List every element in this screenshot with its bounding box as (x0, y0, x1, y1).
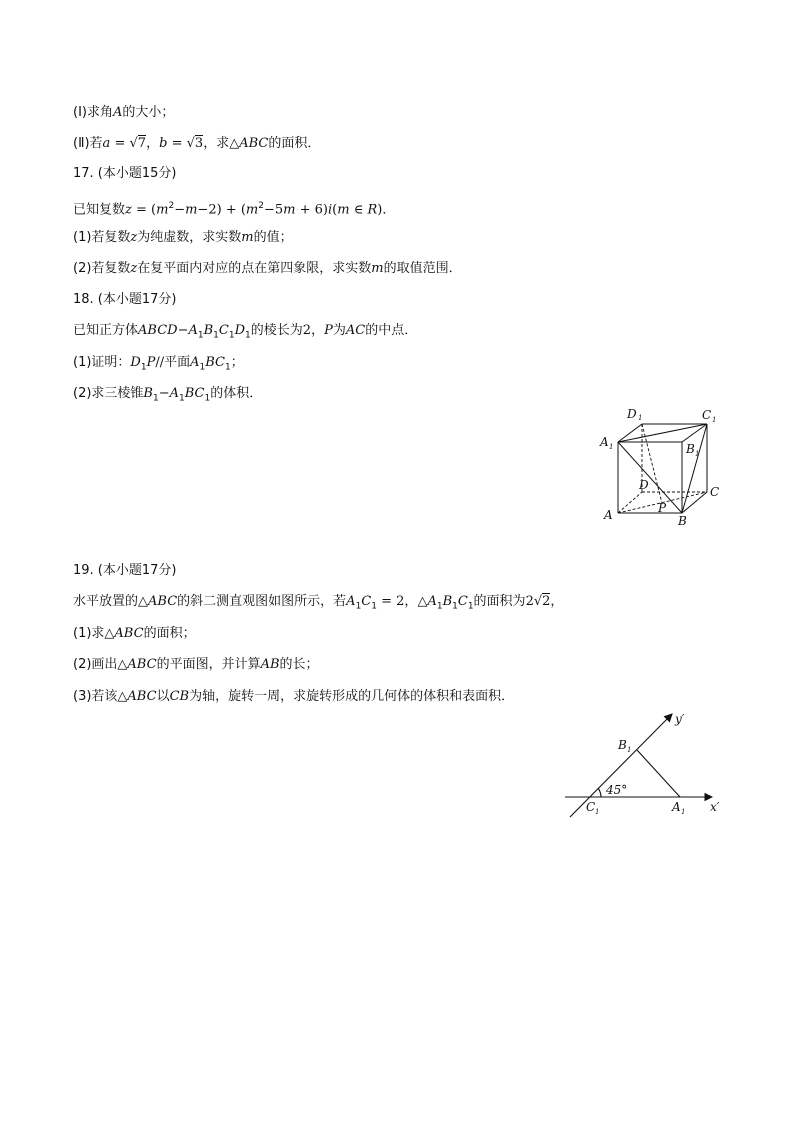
q17-part1: (1)若复数z为纯虚数，求实数m的值； (73, 230, 293, 245)
label-B1-sub: 1 (695, 450, 700, 458)
cube-figure (590, 400, 730, 535)
edge-BC (682, 492, 707, 513)
q17-header: 17. (本小题15分) (73, 166, 177, 181)
q18-part1: (1)证明：$D_1P//$平面$A_1BC_1$； (73, 355, 244, 373)
label-D: D (639, 478, 649, 492)
label-D1: D (627, 407, 637, 421)
label-C1-sub: 1 (595, 808, 600, 816)
label-A1-sub: 1 (609, 443, 614, 451)
label-P: P (658, 501, 667, 515)
label-C1: C (702, 408, 712, 422)
q19-part1: (1)求△ABC的面积； (73, 626, 196, 641)
label-A1: A (600, 435, 609, 449)
q17-stem: 已知复数$z = (m^2-m-2) + (m^2-5m + 6)i(m$ ∈ R)． (73, 201, 396, 218)
label-y-axis: y′ (675, 712, 685, 726)
label-B1: B (618, 738, 627, 752)
label-A1: A (672, 800, 681, 814)
q16-part1: (Ⅰ)求角A的大小； (73, 105, 175, 120)
label-C: C (710, 485, 720, 499)
label-angle: 45° (606, 783, 628, 797)
q16-part2: (Ⅱ)若a = √7，b = √3，求△ABC的面积． (73, 136, 321, 151)
label-D1-sub: 1 (638, 414, 643, 422)
label-C1-sub: 1 (712, 416, 717, 424)
q19-part2: (2)画出△ABC的平面图，并计算AB的长； (73, 657, 319, 672)
angle-arc (598, 788, 601, 797)
label-x-axis: x′ (710, 800, 720, 814)
q17-part2: (2)若复数z在复平面内对应的点在第四象限，求实数m的取值范围． (73, 261, 462, 276)
oblique-figure (560, 705, 730, 823)
label-A1-sub: 1 (681, 808, 686, 816)
label-B: B (678, 514, 687, 528)
q19-header: 19. (本小题17分) (73, 563, 177, 578)
q18-part2: (2)求三棱锥$B_1-A_1BC_1$的体积． (73, 386, 263, 404)
edge-A1B (618, 442, 682, 513)
q18-stem: 已知正方体$ABCD-A_1B_1C_1D_1$的棱长为2，P为AC的中点． (73, 323, 418, 341)
edge-BC1 (682, 424, 707, 513)
q18-header: 18. (本小题17分) (73, 292, 177, 307)
q19-part3: (3)若该△ABC以CB为轴，旋转一周，求旋转形成的几何体的体积和表面积． (73, 689, 515, 704)
edge-B1A1 (637, 750, 680, 797)
q19-stem: 水平放置的△ABC的斜二测直观图如图所示，若$A_1C_1 = 2$，$\triangle A_1B_1C_1$的面积为2√2， (73, 594, 564, 612)
label-B1-sub: 1 (627, 746, 632, 754)
label-C1: C (586, 800, 596, 814)
label-A: A (604, 508, 613, 522)
label-B1: B (686, 442, 695, 456)
